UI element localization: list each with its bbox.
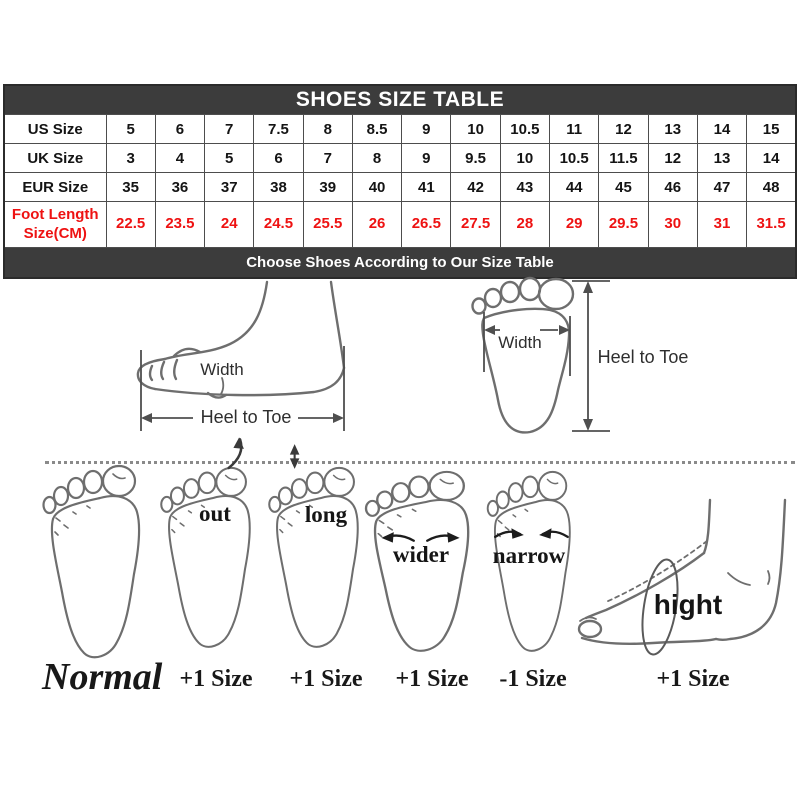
- size-cell: 8: [303, 115, 352, 144]
- size-cell: 6: [254, 144, 303, 173]
- size-cell: 8.5: [352, 115, 401, 144]
- foot-tag-long: long: [304, 502, 348, 527]
- size-cell: 10: [451, 115, 500, 144]
- size-result-narrow: -1 Size: [499, 666, 567, 692]
- size-cell: 47: [697, 173, 746, 202]
- side-view-length-label: Heel to Toe: [200, 407, 292, 427]
- size-cell: 36: [155, 173, 204, 202]
- size-cell: 10: [500, 144, 549, 173]
- size-cell: 11: [550, 115, 599, 144]
- size-cell: 8: [352, 144, 401, 173]
- size-cell: 48: [747, 173, 796, 202]
- row-label: EUR Size: [4, 173, 106, 202]
- size-table-body: [4, 115, 796, 248]
- size-cell: 5: [205, 144, 254, 173]
- size-result-wider: +1 Size: [395, 666, 469, 692]
- size-cell: 9.5: [451, 144, 500, 173]
- size-cell: 15: [747, 115, 796, 144]
- size-cell: 44: [550, 173, 599, 202]
- size-cell: 45: [599, 173, 648, 202]
- size-cell: 39: [303, 173, 352, 202]
- size-cell: 14: [747, 144, 796, 173]
- size-cell: 27.5: [451, 202, 500, 248]
- size-cell: 24: [205, 202, 254, 248]
- size-table-row: [4, 115, 796, 144]
- size-cell: 9: [402, 115, 451, 144]
- size-cell: 6: [155, 115, 204, 144]
- row-label: Foot Length Size(CM): [4, 202, 106, 248]
- size-cell: 13: [648, 115, 697, 144]
- size-cell: 12: [648, 144, 697, 173]
- size-cell: 7: [205, 115, 254, 144]
- out-footprint: [158, 462, 263, 662]
- size-table-row: [4, 144, 796, 173]
- table-footer-note: Choose Shoes According to Our Size Table: [4, 248, 796, 279]
- size-result-out: +1 Size: [179, 666, 253, 692]
- size-cell: 25.5: [303, 202, 352, 248]
- foot-tag-wider: wider: [392, 542, 450, 567]
- size-result-long: +1 Size: [289, 666, 363, 692]
- size-table-row: [4, 202, 796, 248]
- size-cell: 37: [205, 173, 254, 202]
- size-cell: 30: [648, 202, 697, 248]
- foot-tag-out: out: [199, 501, 231, 526]
- instep-height-side-view: [578, 445, 790, 665]
- size-cell: 13: [697, 144, 746, 173]
- size-cell: 23.5: [155, 202, 204, 248]
- size-cell: 28: [500, 202, 549, 248]
- size-cell: 31: [697, 202, 746, 248]
- size-cell: 4: [155, 144, 204, 173]
- foot-tag-hight: hight: [653, 589, 723, 620]
- long-footprint: [266, 462, 371, 662]
- size-cell: 42: [451, 173, 500, 202]
- size-cell: 12: [599, 115, 648, 144]
- size-cell: 3: [106, 144, 155, 173]
- normal-footprint: [40, 462, 150, 667]
- size-cell: 46: [648, 173, 697, 202]
- size-cell: 11.5: [599, 144, 648, 173]
- size-cell: 38: [254, 173, 303, 202]
- row-label: UK Size: [4, 144, 106, 173]
- size-result-hight: +1 Size: [656, 666, 730, 692]
- size-cell: 9: [402, 144, 451, 173]
- size-table-row: [4, 173, 796, 202]
- size-cell: 24.5: [254, 202, 303, 248]
- size-cell: 7.5: [254, 115, 303, 144]
- size-cell: 35: [106, 173, 155, 202]
- size-cell: 43: [500, 173, 549, 202]
- size-cell: 10.5: [550, 144, 599, 173]
- size-result-normal: Normal: [42, 656, 163, 698]
- size-cell: 41: [402, 173, 451, 202]
- row-label: US Size: [4, 115, 106, 144]
- size-table: [3, 84, 797, 279]
- side-view-width-label: Width: [200, 360, 244, 379]
- size-cell: 26: [352, 202, 401, 248]
- size-cell: 26.5: [402, 202, 451, 248]
- size-cell: 40: [352, 173, 401, 202]
- size-cell: 29.5: [599, 202, 648, 248]
- size-cell: 7: [303, 144, 352, 173]
- size-cell: 31.5: [747, 202, 796, 248]
- top-view-width-label: Width: [498, 333, 542, 352]
- top-view-length-label: Heel to Toe: [597, 347, 689, 367]
- size-cell: 14: [697, 115, 746, 144]
- table-title: SHOES SIZE TABLE: [4, 85, 796, 115]
- size-cell: 10.5: [500, 115, 549, 144]
- size-cell: 29: [550, 202, 599, 248]
- size-cell: 5: [106, 115, 155, 144]
- foot-tag-narrow: narrow: [492, 543, 566, 568]
- size-cell: 22.5: [106, 202, 155, 248]
